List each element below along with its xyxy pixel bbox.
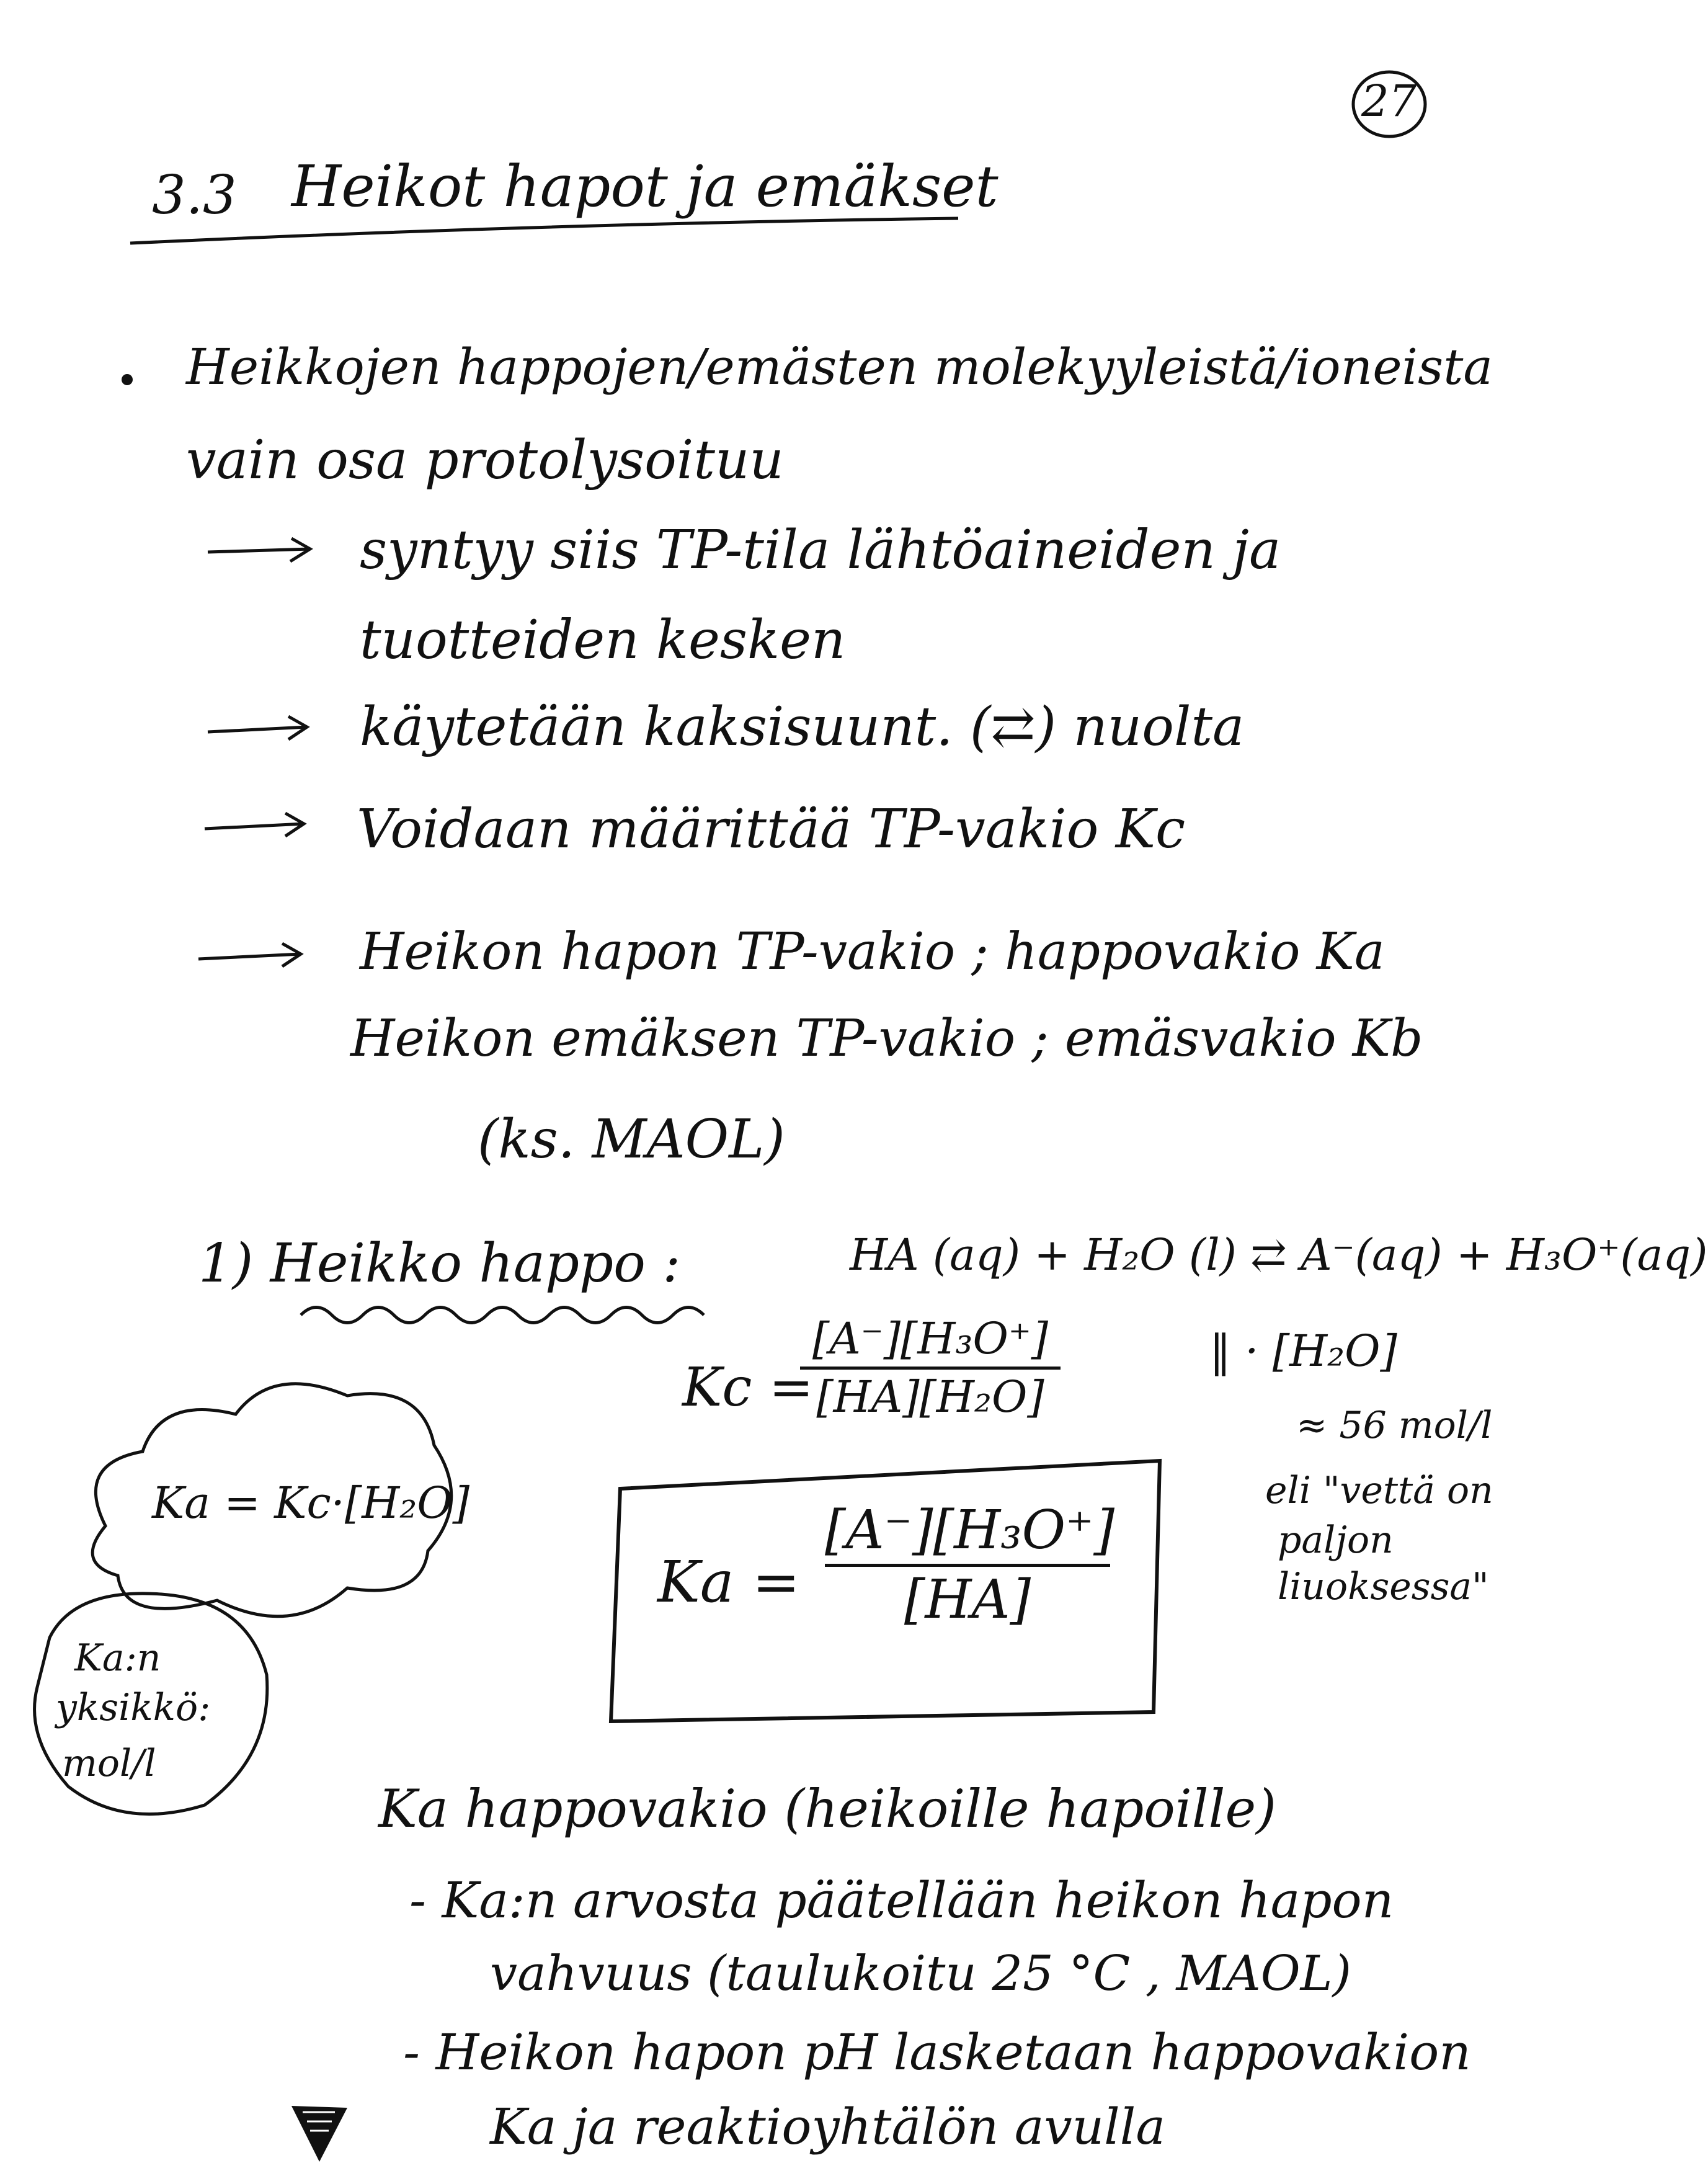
bullet-dot (122, 374, 133, 385)
ka-item-1-line-2: vahvuus (taulukoitu 25 °C , MAOL) (490, 1946, 1351, 2002)
title-underline (130, 218, 958, 243)
kc-numerator: [A⁻][H₃O⁺] (812, 1313, 1049, 1364)
water-note-2: paljon (1278, 1518, 1394, 1562)
kc-fraction (800, 1315, 1061, 1421)
arrow-item-4-line-1: Heikon hapon TP-vakio ; happovakio Ka (360, 922, 1385, 981)
ka-lhs: Ka = (657, 1549, 800, 1615)
fraction-bar (800, 1367, 1061, 1370)
ka-item-1-line-1: - Ka:n arvosta päätellään heikon hapon (409, 1871, 1394, 1929)
reaction-equation: HA (aq) + H₂O (l) ⇄ A⁻(aq) + H₃O⁺(aq) (850, 1229, 1708, 1280)
page-title: Heikot hapot ja emäkset (291, 153, 999, 220)
cloud-note: Ka = Kc·[H₂O] (152, 1478, 470, 1528)
section-number: 3.3 (152, 164, 237, 226)
kc-lhs: Kc = (682, 1357, 814, 1419)
wavy-underline (301, 1308, 704, 1323)
ka-numerator: [A⁻][H₃O⁺] (825, 1499, 1115, 1561)
water-note-3: liuoksessa" (1278, 1565, 1489, 1608)
ka-fraction (825, 1499, 1115, 1631)
ka-item-2-line-1: - Heikon hapon pH lasketaan happovakion (403, 2023, 1471, 2081)
water-note-1: eli "vettä on (1265, 1469, 1493, 1512)
fraction-bar (825, 1564, 1110, 1567)
page-number: 27 (1361, 76, 1417, 127)
unit-note-line-3: mol/l (62, 1742, 156, 1785)
ka-denominator: [HA] (904, 1568, 1031, 1631)
multiply-note: ‖ · [H₂O] (1209, 1326, 1397, 1376)
arrow-item-4-line-3: (ks. MAOL) (478, 1108, 785, 1170)
arrow-item-4-line-2: Heikon emäksen TP-vakio ; emäsvakio Kb (350, 1009, 1423, 1068)
bullet-line-1: Heikkojen happojen/emästen molekyyleistä/ioneista (186, 338, 1493, 396)
warning-mark (291, 2106, 347, 2176)
arrow-item-2: käytetään kaksisuunt. (⇄) nuolta (360, 696, 1245, 758)
bullet-line-2: vain osa protolysoituu (186, 429, 784, 491)
arrow-icon (208, 716, 307, 739)
arrow-item-3: Voidaan määrittää TP-vakio Kc (357, 798, 1186, 860)
arrow-item-1-line-2: tuotteiden kesken (360, 609, 846, 671)
unit-note-line-1: Ka:n (74, 1636, 161, 1680)
kc-denominator: [HA][H₂O] (816, 1371, 1044, 1422)
unit-note-line-2: yksikkö: (56, 1686, 211, 1729)
ka-heading: Ka happovakio (heikoille hapoille) (378, 1778, 1276, 1839)
arrow-item-1-line-1: syntyy siis TP-tila lähtöaineiden ja (360, 519, 1281, 581)
ka-item-2-line-2: Ka ja reaktioyhtälön avulla (490, 2098, 1166, 2156)
arrow-icon (198, 943, 301, 966)
arrow-icon (208, 538, 310, 561)
water-concentration: ≈ 56 mol/l (1296, 1404, 1493, 1447)
arrow-icon (205, 813, 304, 836)
section1-label: 1) Heikko happo : (198, 1233, 681, 1295)
